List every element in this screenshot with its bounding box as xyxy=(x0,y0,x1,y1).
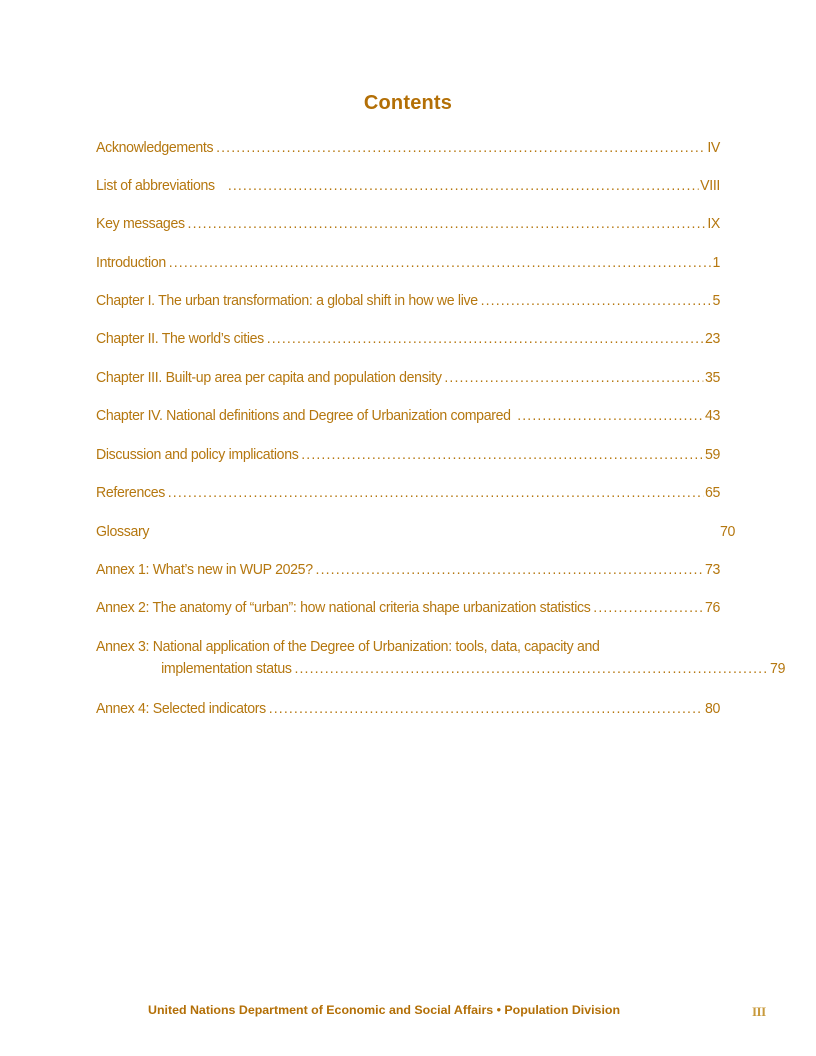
dot-leader xyxy=(168,482,703,504)
page-title: Contents xyxy=(363,92,453,114)
toc-entry-page: IX xyxy=(707,215,721,232)
dot-leader xyxy=(216,137,705,159)
toc-entry-page: 5 xyxy=(712,292,721,309)
toc-entry-page: 65 xyxy=(704,484,721,501)
toc-entry-references[interactable] xyxy=(96,482,720,504)
toc-entry-page: 35 xyxy=(704,369,721,386)
toc-entry-label: Introduction xyxy=(96,254,166,271)
toc-entry-annex-3[interactable] xyxy=(96,636,786,680)
toc-entry-page: 23 xyxy=(704,330,721,347)
toc-entry-page: 1 xyxy=(712,254,721,271)
toc-entry-page: 79 xyxy=(770,660,786,677)
toc-entry-abbreviations[interactable] xyxy=(96,175,720,197)
dot-leader xyxy=(517,405,703,427)
page-number: III xyxy=(752,1004,766,1019)
toc-entry-page: VIII xyxy=(700,177,721,194)
footer-text: United Nations Department of Economic and Social Affairs • Population Division xyxy=(148,1003,621,1017)
toc-entry-chapter-2[interactable] xyxy=(96,328,720,350)
toc-entry-page: 76 xyxy=(704,599,721,616)
toc-entry-key-messages[interactable] xyxy=(96,213,720,235)
toc-entry-label: Chapter III. Built-up area per capita and population density xyxy=(96,369,442,386)
toc-entry-label: References xyxy=(96,484,165,501)
toc-entry-label: Annex 3: National application of the Degree of Urbanization: tools, data, capacity and xyxy=(96,638,600,655)
toc-entry-page: 73 xyxy=(704,561,721,578)
toc-entry-page: IV xyxy=(707,139,721,156)
dot-leader xyxy=(267,328,703,350)
toc-entry-label: Annex 4: Selected indicators xyxy=(96,700,266,717)
dot-leader xyxy=(481,290,711,312)
toc-entry-discussion[interactable] xyxy=(96,444,720,466)
dot-leader xyxy=(269,698,703,720)
toc-entry-page-glossary: 70 xyxy=(720,523,736,540)
toc-entry-label: Acknowledgements xyxy=(96,139,214,156)
toc-entry-label-continuation: implementation status xyxy=(161,660,292,677)
dot-leader xyxy=(444,367,703,389)
toc-entry-annex-2[interactable] xyxy=(96,597,720,619)
toc-entry-label: Glossary xyxy=(96,523,150,540)
dot-leader xyxy=(188,213,706,235)
dot-leader xyxy=(593,597,703,619)
toc-entry-label: List of abbreviations xyxy=(96,177,215,194)
toc-entry-label: Chapter IV. National definitions and Degree of Urbanization compared xyxy=(96,407,511,424)
dot-leader xyxy=(169,252,711,274)
toc-entry-label: Chapter II. The world’s cities xyxy=(96,330,264,347)
dot-leader xyxy=(228,175,698,197)
dot-leader xyxy=(316,559,704,581)
toc-entry-chapter-3[interactable] xyxy=(96,367,720,389)
toc-entry-page: 80 xyxy=(704,700,721,717)
toc-entry-annex-1[interactable] xyxy=(96,559,720,581)
toc-entry-chapter-4[interactable] xyxy=(96,405,720,427)
dot-leader xyxy=(301,444,703,466)
toc-entry-introduction[interactable] xyxy=(96,252,720,274)
toc-entry-page: 59 xyxy=(704,446,721,463)
toc-entry-page: 43 xyxy=(704,407,721,424)
dot-leader xyxy=(294,658,768,680)
toc-entry-label: Annex 1: What’s new in WUP 2025? xyxy=(96,561,313,578)
toc-entry-label: Annex 2: The anatomy of “urban”: how national criteria shape urbanization statistics xyxy=(96,599,591,616)
toc-entry-label: Chapter I. The urban transformation: a global shift in how we live xyxy=(96,292,478,309)
toc-entry-label: Key messages xyxy=(96,215,185,232)
toc-entry-annex-4[interactable] xyxy=(96,698,720,720)
toc-entry-label: Discussion and policy implications xyxy=(96,446,299,463)
toc-entry-chapter-1[interactable] xyxy=(96,290,720,312)
toc-entry-acknowledgements[interactable] xyxy=(96,137,720,159)
toc-entry-glossary[interactable] xyxy=(96,521,720,543)
